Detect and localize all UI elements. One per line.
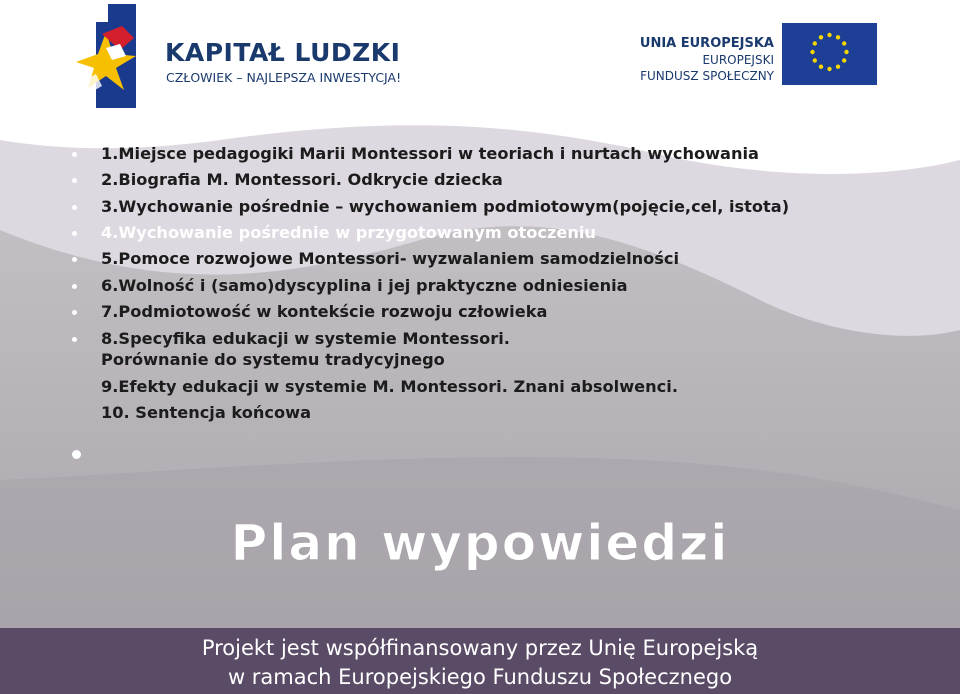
list-item: 9.Efekty edukacji w systemie M. Montessori. Znani absolwenci.: [101, 377, 678, 396]
list-item-continuation: Porównanie do systemu tradycyjnego: [101, 350, 445, 369]
list-item: 3.Wychowanie pośrednie – wychowaniem podmiotowym(pojęcie,cel, istota): [101, 197, 790, 216]
list-item: 8.Specyfika edukacji w systemie Montessori.: [101, 329, 510, 348]
eu-label-line3: FUNDUSZ SPOŁECZNY: [640, 69, 774, 83]
list-item: 7.Podmiotowość w kontekście rozwoju człowieka: [101, 302, 548, 321]
bullet-dot: [72, 310, 77, 315]
bullet-dot: [72, 257, 77, 262]
eu-label-line1: UNIA EUROPEJSKA: [639, 36, 774, 51]
footer-bar: [0, 628, 960, 694]
bullet-dot: [72, 337, 77, 342]
list-item: 1.Miejsce pedagogiki Marii Montessori w teoriach i nurtach wychowania: [101, 144, 759, 163]
list-item: 10. Sentencja końcowa: [101, 403, 311, 422]
kapital-ludzki-title: KAPITAŁ LUDZKI: [165, 38, 401, 67]
bullet-dot: [72, 205, 77, 210]
bullet-dot: [72, 284, 77, 289]
eu-label-line2: EUROPEJSKI: [702, 53, 774, 67]
list-item: 6.Wolność i (samo)dyscyplina i jej praktyczne odniesienia: [101, 276, 628, 295]
list-item: 4.Wychowanie pośrednie w przygotowanym otoczeniu: [101, 223, 596, 242]
footer-line1: Projekt jest współfinansowany przez Unię Europejską: [201, 636, 759, 660]
bullet-dot: [72, 152, 77, 157]
list-item: 2.Biografia M. Montessori. Odkrycie dziecka: [101, 170, 503, 189]
footer-line2: w ramach Europejskiego Funduszu Społecznego: [227, 665, 733, 689]
bullet-dot: [72, 450, 81, 459]
kapital-ludzki-subtitle: CZŁOWIEK – NAJLEPSZA INWESTYCJA!: [166, 70, 402, 85]
bullet-dot: [72, 231, 77, 236]
bullet-dot: [72, 178, 77, 183]
slide-title: Plan wypowiedzi: [230, 514, 730, 572]
list-item: 5.Pomoce rozwojowe Montessori- wyzwalaniem samodzielności: [101, 249, 680, 268]
